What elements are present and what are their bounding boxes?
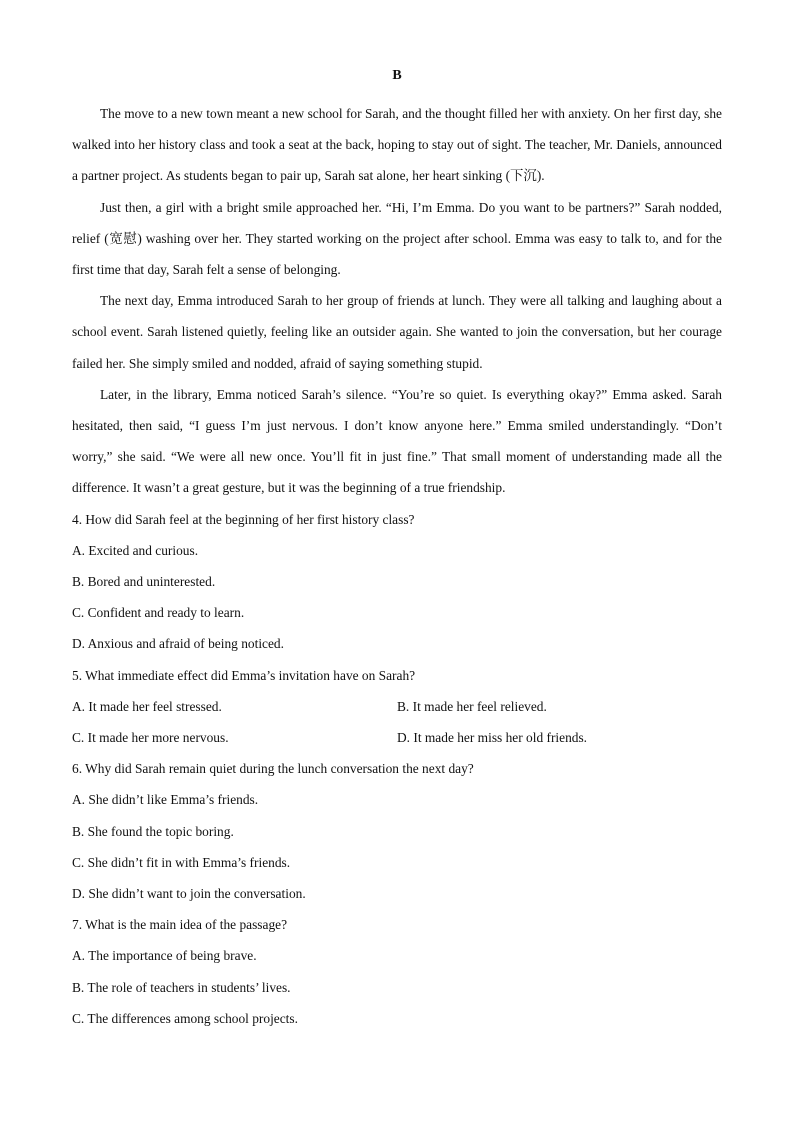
question-4	[72, 504, 722, 660]
option-d: D. She didn’t want to join the conversation.	[72, 886, 306, 902]
option-a: A. It made her feel stressed.	[72, 698, 222, 714]
option-row	[72, 722, 722, 753]
passage-paragraph-2: Just then, a girl with a bright smile approached her. “Hi, I’m Emma. Do you want to be partners?” Sarah nodded, relief (宽慰) washing over her. They started working on the project after school. Emma was easy to talk to, and for the first time that day, Sarah felt a sense of belonging.	[72, 199, 722, 278]
option-b: B. The role of teachers in students’ lives.	[72, 979, 291, 995]
option-c: C. She didn’t fit in with Emma’s friends.	[72, 854, 291, 870]
passage-paragraph-3: The next day, Emma introduced Sarah to her group of friends at lunch. They were all talking and laughing about a school event. Sarah listened quietly, feeling like an outsider again. She wanted to join the conversation, but her courage failed her. She simply smiled and nodded, afraid of saying something stupid.	[72, 293, 722, 371]
option-d: D. Anxious and afraid of being noticed.	[72, 636, 284, 652]
question-stem: 7. What is the main idea of the passage?	[72, 917, 288, 933]
question-5	[72, 660, 722, 754]
option-a: A. Excited and curious.	[72, 542, 199, 558]
question-7	[72, 909, 722, 1034]
option-a: A. She didn’t like Emma’s friends.	[72, 792, 259, 808]
option-row	[72, 691, 722, 722]
question-stem: 6. Why did Sarah remain quiet during the lunch conversation the next day?	[72, 761, 474, 777]
option-a: A. The importance of being brave.	[72, 948, 257, 964]
question-stem: 4. How did Sarah feel at the beginning of her first history class?	[72, 511, 415, 527]
passage-paragraph-1: The move to a new town meant a new school for Sarah, and the thought filled her with anxiety. On her first day, she walked into her history class and took a seat at the back, hoping to stay out of sight. The teacher, Mr. Daniels, announced a partner project. As students began to pair up, Sarah sat alone, her heart sinking (下沉).	[72, 106, 722, 184]
option-b: B. She found the topic boring.	[72, 823, 234, 839]
option-c: C. It made her more nervous.	[72, 730, 229, 746]
question-6	[72, 753, 722, 909]
section-title: B	[392, 68, 402, 83]
passage-paragraph-4: Later, in the library, Emma noticed Sarah’s silence. “You’re so quiet. Is everything okay?” Emma asked. Sarah hesitated, then said, “I guess I’m just nervous. I don’t know anyone here.” Emma smiled understandingly. “Don’t worry,” she said. “We were all new once. You’ll fit in just fine.” That small moment of understanding made all the difference. It wasn’t a great gesture, but it was the beginning of a true friendship.	[72, 386, 722, 496]
question-stem: 5. What immediate effect did Emma’s invitation have on Sarah?	[72, 667, 416, 683]
option-b: B. Bored and uninterested.	[72, 574, 216, 590]
option-c: C. Confident and ready to learn.	[72, 605, 245, 621]
option-c: C. The differences among school projects.	[72, 1010, 298, 1026]
option-b: B. It made her feel relieved.	[397, 698, 547, 714]
option-d: D. It made her miss her old friends.	[397, 730, 588, 746]
